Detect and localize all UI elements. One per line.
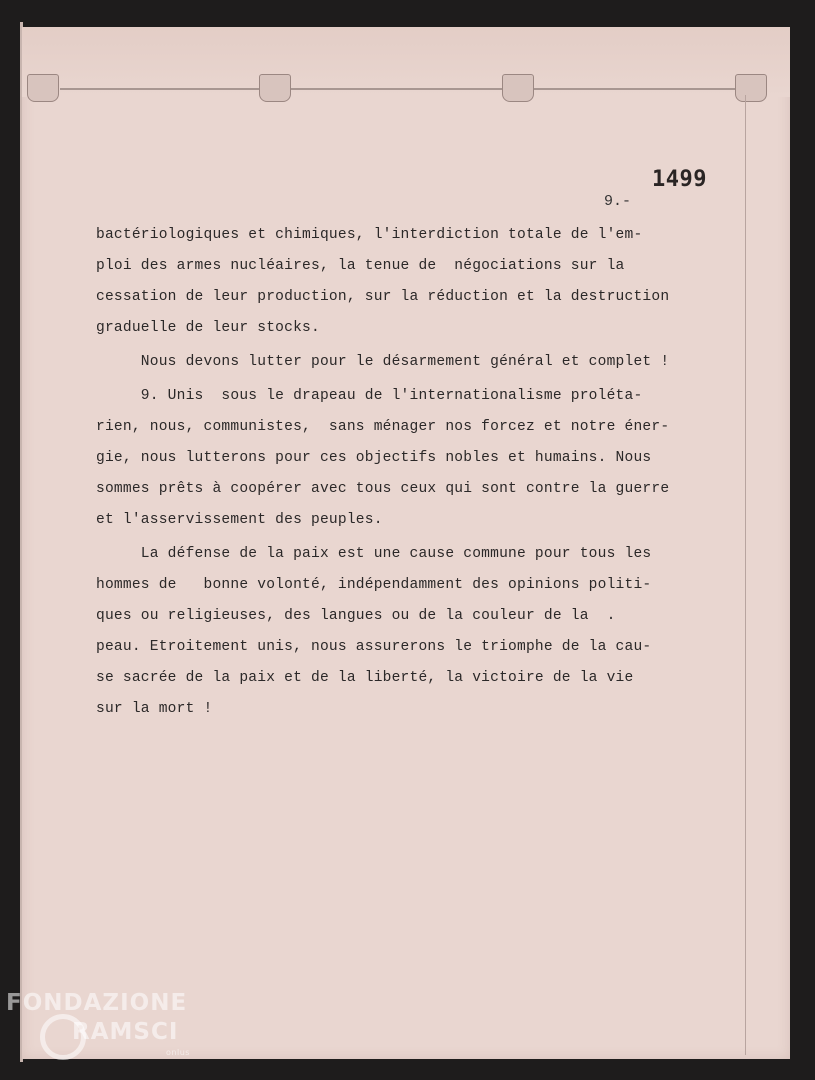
text-line: bactériologiques et chimiques, l'interdiction totale de l'em- [96,227,643,243]
fold-line [60,88,750,90]
archive-page-number: 1499 [652,167,707,192]
page-margin-line [745,95,746,1055]
binder-tab [735,74,767,102]
text-line: peau. Etroitement unis, nous assurerons le triomphe de la cau- [96,639,652,655]
text-line: cessation de leur production, sur la réduction et la destruction [96,289,670,305]
text-line: se sacrée de la paix et de la liberté, la victoire de la vie [96,670,634,686]
text-line: hommes de bonne volonté, indépendamment des opinions politi- [96,577,652,593]
text-line: sur la mort ! [96,701,213,717]
binder-tab [27,74,59,102]
watermark-line1: FONDAZIONE [6,990,188,1016]
typed-text-body [96,220,686,725]
text-line: rien, nous, communistes, sans ménager nos forcez et notre éner- [96,419,670,435]
text-line: et l'asservissement des peuples. [96,512,383,528]
binder-tab [502,74,534,102]
watermark-sub: onlus [166,1048,190,1057]
text-line: ploi des armes nucléaires, la tenue de négociations sur la [96,258,625,274]
text-line: sommes prêts à coopérer avec tous ceux qui sont contre la guerre [96,481,670,497]
text-line: gie, nous lutterons pour ces objectifs nobles et humains. Nous [96,450,652,466]
watermark-line2: RAMSCI [72,1019,179,1045]
text-line: graduelle de leur stocks. [96,320,320,336]
text-line: 9. Unis sous le drapeau de l'internationalisme proléta- [96,388,643,404]
text-line: Nous devons lutter pour le désarmement général et complet ! [96,354,670,370]
typed-page-number: 9.- [604,193,632,210]
page-header-fold [22,27,790,97]
text-line: La défense de la paix est une cause commune pour tous les [96,546,652,562]
fondazione-gramsci-watermark [6,990,206,1070]
binder-tab [259,74,291,102]
text-line: ques ou religieuses, des langues ou de la couleur de la . [96,608,616,624]
